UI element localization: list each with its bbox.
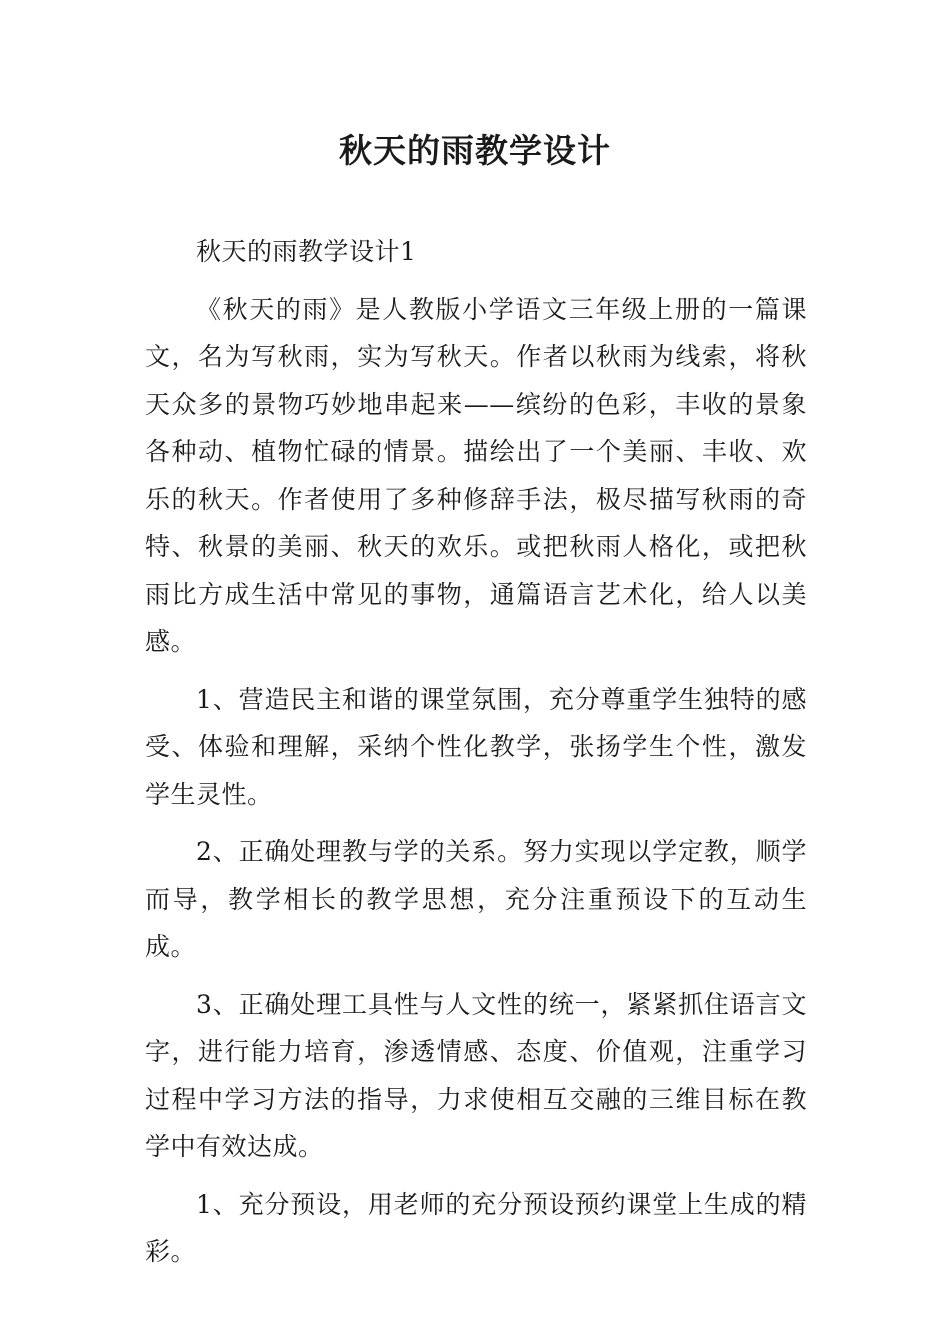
point-paragraph-3: 3、正确处理工具性与人文性的统一，紧紧抓住语言文字，进行能力培育，渗透情感、态度、价值观，注重学习过程中学习方法的指导，力求使相互交融的三维目标在教学中有效达成。 — [145, 989, 807, 1161]
point-paragraph-2: 2、正确处理教与学的关系。努力实现以学定教，顺学而导，教学相长的教学思想，充分注重预设下的互动生成。 — [145, 837, 807, 961]
section-heading: 秋天的雨教学设计1 — [196, 237, 417, 266]
document-body — [145, 228, 807, 1276]
point-paragraph-1: 1、营造民主和谐的课堂氛围，充分尊重学生独特的感受、体验和理解，采纳个性化教学，张扬学生个性，激发学生灵性。 — [145, 684, 807, 809]
intro-paragraph: 《秋天的雨》是人教版小学语文三年级上册的一篇课文，名为写秋雨，实为写秋天。作者以秋雨为线索，将秋天众多的景物巧妙地串起来——缤纷的色彩，丰收的景象各种动、植物忙碌的情景。描绘出了一个美丽、丰收、欢乐的秋天。作者使用了多种修辞手法，极尽描写秋雨的奇特、秋景的美丽、秋天的欢乐。或把秋雨人格化，或把秋雨比方成生活中常见的事物，通篇语言艺术化，给人以美感。 — [145, 294, 807, 656]
point-paragraph-4: 1、充分预设，用老师的充分预设预约课堂上生成的精彩。 — [145, 1189, 807, 1266]
document-title: 秋天的雨教学设计 — [339, 131, 611, 170]
